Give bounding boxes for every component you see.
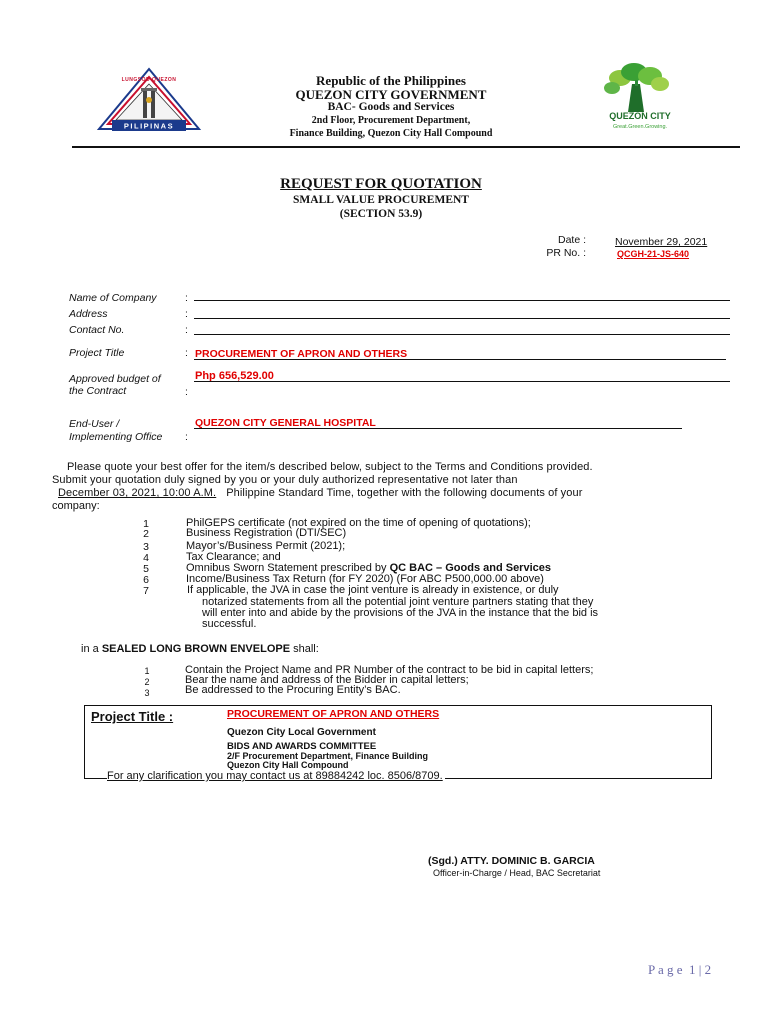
end-user-underline [194,428,682,429]
project-title-value: PROCUREMENT OF APRON AND OTHERS [195,348,408,360]
envelope-label-box [84,705,712,779]
contact-number-field[interactable] [194,334,730,335]
submission-deadline: December 03, 2021, 10:00 A.M. [58,487,217,499]
company-name-label: Name of Company [69,292,157,304]
header-government: QUEZON CITY GOVERNMENT [295,87,487,102]
intro-line-1: Please quote your best offer for the item/s described below, subject to the Terms and Conditions provided. [67,461,593,473]
box-hall: Quezon City Hall Compound [227,760,349,770]
list-number: 2 [143,528,149,540]
list-item-text: Omnibus Sworn Statement prescribed by [186,562,387,574]
date-value: November 29, 2021 [615,236,708,248]
list-number: 3 [143,541,149,553]
list-number: 3 [144,688,150,698]
qc-seal-logo [96,66,202,134]
intro-line-3-rest: Philippine Standard Time, together with the following documents of your [226,487,583,499]
colon: : [185,324,188,336]
signatory-title: Officer-in-Charge / Head, BAC Secretariat [433,868,601,878]
list-item: Income/Business Tax Return (for FY 2020) (For ABC P500,000.00 above) [186,573,544,585]
list-number: 6 [143,574,149,586]
header-floor: 2nd Floor, Procurement Department, [311,115,471,126]
quezon-city-logo [594,62,684,132]
project-title-label: Project Title [69,347,125,359]
project-title-underline [194,359,726,360]
list-number: 4 [143,552,149,564]
header-building: Finance Building, Quezon City Hall Compound [289,128,493,139]
address-label: Address [69,308,108,320]
date-label: Date : [557,234,586,246]
list-item: PhilGEPS certificate (not expired on the time of opening of quotations); [186,517,531,529]
box-project-title-value: PROCUREMENT OF APRON AND OTHERS [227,708,440,720]
list-item-continued: successful. [202,618,257,630]
list-item: Tax Clearance; and [186,551,281,563]
company-name-field[interactable] [194,300,730,301]
colon: : [185,431,188,443]
page-title: REQUEST FOR QUOTATION [280,176,482,192]
list-item-continued: will enter into and abide by the provisions of the JVA in the instance that the bid is [202,607,599,619]
intro-line-4: company: [52,500,100,512]
header-divider [72,146,740,148]
address-field[interactable] [194,318,730,319]
list-item: If applicable, the JVA in case the joint venture is already in existence, or duly [187,584,559,596]
list-number: 1 [144,666,150,676]
seal-bottom-text: PILIPINAS [123,121,175,131]
intro-line-3 [52,487,582,499]
list-item-bold: QC BAC – Goods and Services [389,562,551,574]
logo-tagline-text: Great.Green.Growing. [612,124,668,130]
box-floor: 2/F Procurement Department, Finance Building [227,751,429,761]
envelope-post: shall: [293,643,319,655]
page-subtitle-2: (SECTION 53.9) [339,208,423,220]
list-item: Mayor’s/Business Permit (2021); [186,540,346,552]
signatory-name: (Sgd.) ATTY. DOMINIC B. GARCIA [428,855,595,867]
envelope-bold: SEALED LONG BROWN ENVELOPE [101,643,291,655]
header-office: BAC- Goods and Services [327,101,455,113]
colon: : [185,292,188,304]
envelope-instruction [81,643,319,655]
list-item: Be addressed to the Procuring Entity’s BAC. [185,684,401,696]
box-bac: BIDS AND AWARDS COMMITTEE [227,741,377,752]
list-item: Bear the name and address of the Bidder in capital letters; [185,674,469,686]
box-local-government: Quezon City Local Government [227,727,376,738]
contact-number-label: Contact No. [69,324,125,336]
budget-label-line2: the Contract [69,385,127,397]
pr-number: QCGH-21-JS-640 [617,249,690,259]
list-item: Business Registration (DTI/SEC) [186,527,347,539]
logo-name-text: QUEZON CITY [609,111,671,121]
budget-label-line1: Approved budget of [69,373,161,385]
colon: : [185,386,188,398]
clarification-contact: For any clarification you may contact us at 89884242 loc. 8506/8709. [107,770,443,782]
list-item: Contain the Project Name and PR Number of the contract to be bid in capital letters; [185,664,594,676]
budget-value: Php 656,529.00 [195,370,274,382]
header-country: Republic of the Philippines [316,73,466,88]
list-number: 5 [143,563,149,575]
intro-line-2: Submit your quotation duly signed by you or your duly authorized representative not later than [52,474,518,486]
list-number: 7 [143,585,149,597]
colon: : [185,347,188,359]
colon: : [185,308,188,320]
list-number: 1 [143,518,149,530]
envelope-pre: in a [81,643,99,655]
budget-underline [194,381,730,382]
seal-top-text: LUNGSOD QUEZON [121,77,177,83]
end-user-value: QUEZON CITY GENERAL HOSPITAL [195,417,376,429]
page-subtitle-1: SMALL VALUE PROCUREMENT [293,194,469,206]
box-project-title-label: Project Title : [91,709,174,724]
page-number: P a g e 1 | 2 [648,962,712,977]
list-item-continued: notarized statements from all the potential joint venture partners stating that they [202,596,594,608]
end-user-label-line1: End-User / [69,418,120,430]
end-user-label-line2: Implementing Office [69,431,163,443]
list-number: 2 [144,677,150,687]
pr-label: PR No. : [546,247,586,259]
